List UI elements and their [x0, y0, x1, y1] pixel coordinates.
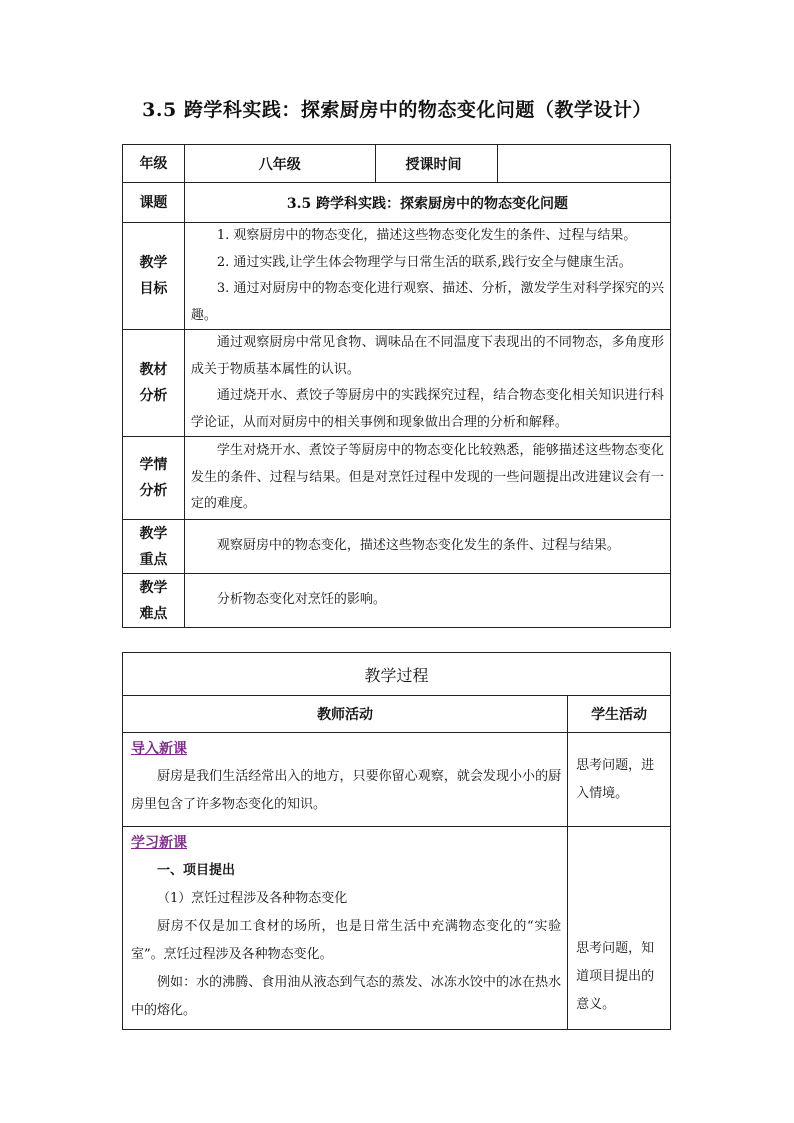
student-activity-header: 学生活动 — [568, 696, 671, 733]
intro-text: 厨房是我们生活经常出入的地方，只要你留心观察，就会发现小小的厨房里包含了许多物态变化的知识。 — [131, 769, 562, 812]
time-label: 授课时间 — [375, 145, 498, 183]
learn-teacher-cell — [123, 827, 568, 1030]
material-content — [184, 330, 670, 437]
grade-row — [123, 145, 671, 183]
grade-value: 八年级 — [184, 145, 375, 183]
learn-paragraph-2: 例如：水的沸腾、食用油从液态到气态的蒸发、冰冻水饺中的冰在热水中的熔化。 — [131, 975, 562, 1018]
goals-row — [123, 223, 671, 330]
difficult-content — [184, 574, 670, 628]
goals-label-line1: 教学 — [139, 255, 168, 271]
learn-paragraph-1: 厨房不仅是加工食材的场所，也是日常生活中充满物态变化的“实验室”。烹饪过程涉及各种物态变化。 — [131, 919, 562, 962]
key-label-line1: 教学 — [139, 525, 168, 542]
key-label — [123, 520, 185, 574]
material-row — [123, 330, 671, 437]
teacher-activity-header: 教师活动 — [123, 696, 568, 733]
key-label-line2: 重点 — [139, 551, 168, 568]
intro-teacher-cell — [123, 733, 568, 827]
process-header-row — [123, 696, 671, 733]
learn-subheading-1: 一、项目提出 — [157, 863, 236, 878]
process-title: 教学过程 — [123, 653, 671, 696]
goals-content — [184, 223, 670, 330]
difficult-label — [123, 574, 185, 628]
material-label-line2: 分析 — [139, 388, 168, 404]
topic-label: 课题 — [123, 183, 185, 223]
goal-item: 2. 通过实践,让学生体会物理学与日常生活的联系,践行安全与健康生活。 — [216, 254, 632, 270]
learn-row — [123, 827, 671, 1030]
key-row — [123, 520, 671, 574]
topic-value: 3.5 跨学科实践：探索厨房中的物态变化问题 — [184, 183, 670, 223]
material-paragraph: 通过观察厨房中常见食物、调味品在不同温度下表现出的不同物态，多角度形成关于物质基本属性的认识。 — [190, 335, 664, 377]
learn-subheading-2: （1）烹饪过程涉及各种物态变化 — [157, 891, 348, 906]
topic-row — [123, 183, 671, 223]
intro-row — [123, 733, 671, 827]
process-title-row — [123, 653, 671, 696]
students-label — [123, 437, 185, 520]
material-paragraph: 通过烧开水、煮饺子等厨房中的实践探究过程，结合物态变化相关知识进行科学论证，从而对厨房中的相关事例和现象做出合理的分析和解释。 — [190, 388, 664, 430]
difficult-row — [123, 574, 671, 628]
material-label — [123, 330, 185, 437]
students-content — [184, 437, 670, 520]
goal-item: 1. 观察厨房中的物态变化，描述这些物态变化发生的条件、过程与结果。 — [216, 228, 637, 243]
goal-item: 3. 通过对厨房中的物态变化进行观察、描述、分析，激发学生对科学探究的兴趣。 — [190, 281, 664, 323]
goals-label — [123, 223, 185, 330]
difficult-label-line1: 教学 — [139, 579, 168, 596]
students-label-line2: 分析 — [139, 483, 168, 499]
lesson-info-table — [122, 144, 671, 628]
goals-label-line2: 目标 — [139, 281, 168, 297]
document-title: 3.5 跨学科实践：探索厨房中的物态变化问题（教学设计） — [142, 99, 652, 121]
difficult-label-line2: 难点 — [139, 605, 168, 622]
intro-student-cell: 思考问题，进入情境。 — [568, 733, 671, 827]
intro-heading: 导入新课 — [131, 741, 187, 757]
learn-heading: 学习新课 — [131, 835, 187, 851]
students-paragraph: 学生对烧开水、煮饺子等厨房中的物态变化比较熟悉，能够描述这些物态变化发生的条件、过程与结果。但是对烹饪过程中发现的一些问题提出改进建议会有一定的难度。 — [190, 443, 664, 512]
key-text: 观察厨房中的物态变化，描述这些物态变化发生的条件、过程与结果。 — [216, 538, 620, 554]
difficult-text: 分析物态变化对烹饪的影响。 — [216, 592, 386, 608]
material-label-line1: 教材 — [139, 362, 168, 378]
teaching-process-table — [122, 652, 671, 1030]
grade-label: 年级 — [123, 145, 185, 183]
students-label-line1: 学情 — [139, 457, 168, 473]
time-value — [498, 145, 671, 183]
key-content — [184, 520, 670, 574]
learn-student-cell: 思考问题，知道项目提出的意义。 — [568, 827, 671, 1030]
students-row — [123, 437, 671, 520]
